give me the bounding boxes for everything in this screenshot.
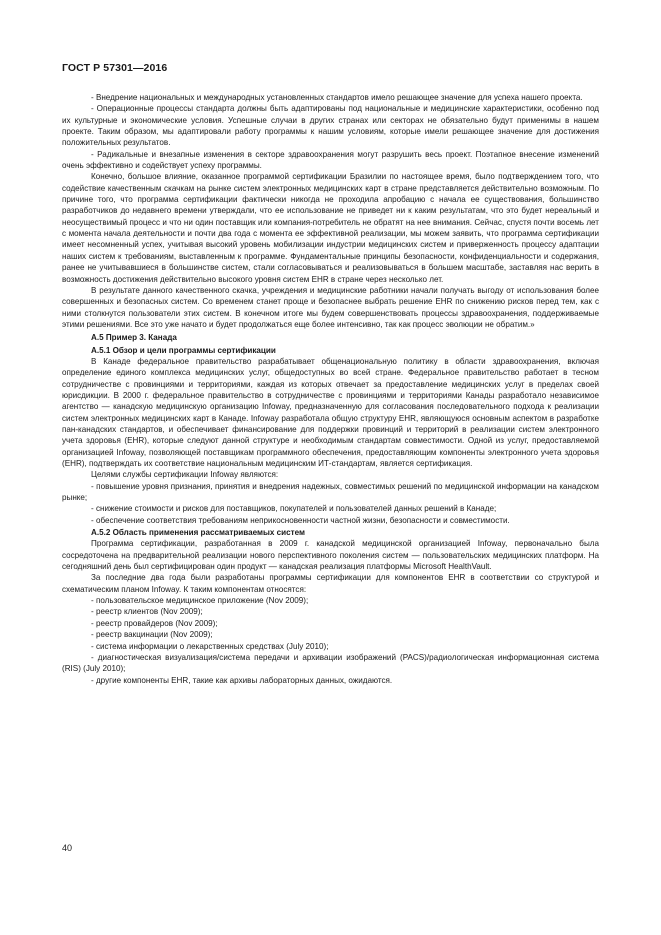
bullet-paragraph: - Операционные процессы стандарта должны быть адаптированы под национальные и медицинские характеристики, особенно под их культурные и экономические условия. Успешные случаи в других странах или секторах не обязательно будут применимы в нашем проекте. Таким образом, мы адаптировали работу программы к нашим условиям, которые имели решающее значение для достижения положительных результатов. — [62, 104, 599, 148]
page-number: 40 — [62, 843, 73, 853]
body-paragraph: В результате данного качественного скачка, учреждения и медицинские работники начали получать выгоду от использования более совершенных и безопасных систем. Со временем станет проще и безопаснее выбрать решение EHR по снижению рисков перед тем, как с ними столкнутся пользователи этих систем. В конечном итоге мы будем совершенствовать процессы здравоохранения, поддерживаемые этими решениями. Все это уже начато и будет продолжаться еще более интенсивно, так как процесс эволюции не обратим.» — [62, 285, 599, 329]
bullet-paragraph: - снижение стоимости и рисков для поставщиков, покупателей и пользователей данных решений в Канаде; — [91, 504, 497, 514]
document-header: ГОСТ Р 57301—2016 — [62, 62, 168, 74]
subsection-heading: А.5.2 Область применения рассматриваемых систем — [91, 528, 305, 538]
body-paragraph: В Канаде федеральное правительство разрабатывает общенациональную политику в области здравоохранения, включая определение единого комплекса медицинских услуг, общедоступных во всей стране. Федеральное правительство работает в тесном сотрудничестве с провинциями и территориями, каждая из которых отвечает за предоставление медицинских услуг в пределах своей юрисдикции. В 2000 г. федеральное правительство в сотрудничестве с провинциями и территориями Канады разработало независимое агентство — канадскую медицинскую организацию Infoway, предназначенную для согласования последовательного подхода к реализации систем электронных медицинских карт в Канаде. Infoway разработала общую структуру EHR, являющуюся основным аспектом в разработке пан-канадских стандартов, и обеспечивает финансирование для поддержки провинций и территорий в реализации систем электронного учета здоровья (EHR), которые следуют данной структуре и необходимым стандартам совместимости. Одной из услуг, предоставляемой организацией Infoway, позволяющей поставщикам программного обеспечения, предоставляющим компоненты электронного учета здоровья (EHR), подтверждать их соответствие национальным медицинским ИТ-стандартам, является сертификация. — [62, 356, 599, 468]
bullet-paragraph: - реестр клиентов (Nov 2009); — [91, 607, 203, 617]
subsection-heading: А.5.1 Обзор и цели программы сертификации — [91, 345, 276, 355]
body-paragraph: За последние два года были разработаны программы сертификации для компонентов EHR в соответствии со структурой и схематическим планом Infoway. К таким компонентам относятся: — [62, 573, 599, 594]
body-paragraph: Конечно, большое влияние, оказанное программой сертификации Бразилии по настоящее время, было подтверждением того, что содействие качественным скачкам на рынке систем электронных медицинских карт в стране представляется действительно возможным. По причине того, что программа сертификации фактически никогда не проходила апробацию с начала ее существования, большинство разработчиков до недавнего времени утверждали, что ее использование не приведет ни к каким результатам, что это будет нереальный и неосуществимый процесс и что ни один поставщик или компания-потребитель не обратят на нее внимания. Сейчас, спустя почти восемь лет с момента начала деятельности и почти два года с момента ее эффективной реализации, мы можем заявить, что программа сертификации имеет несомненный успех, учитывая высокий уровень мобилизации индустрии медицинских систем и приверженность процессу адаптации наших систем к требованиям, выставленным к программе. Фундаментальные принципы безопасности, конфиденциальности и содержания, ранее не учитывавшиеся в большинстве систем, стали согласовываться и реализовываться в большем масштабе, заставляя нас верить в возможность достижения действительно высокого уровня систем EHR в стране через несколько лет. — [62, 172, 599, 284]
bullet-paragraph: - система информации о лекарственных средствах (July 2010); — [91, 641, 329, 651]
bullet-paragraph: - реестр вакцинации (Nov 2009); — [91, 630, 213, 640]
bullet-paragraph: - другие компоненты EHR, такие как архивы лабораторных данных, ожидаются. — [91, 675, 393, 685]
bullet-paragraph: - пользовательское медицинское приложение (Nov 2009); — [91, 596, 309, 606]
body-paragraph: Программа сертификации, разработанная в 2009 г. канадской медицинской организацией Infoway, первоначально была сосредоточена на предварительной реализации нового перспективного поколения систем — пользовательских медицинских платформ. На сегодняшний день был сертифицирован один продукт — канадская реализация платформы Microsoft HealthVault. — [62, 539, 599, 572]
bullet-paragraph: - Внедрение национальных и международных установленных стандартов имело решающее значение для успеха нашего проекта. — [91, 93, 583, 102]
bullet-paragraph: - обеспечение соответствия требованиям неприкосновенности частной жизни, безопасности и совместимости. — [91, 515, 510, 525]
bullet-paragraph: - диагностическая визуализация/система передачи и архивации изображений (PACS)/радиологическая информационная система (RIS) (July 2010); — [62, 652, 599, 674]
bullet-paragraph: - повышение уровня признания, принятия и внедрения надежных, совместимых решений по медицинской информации на канадском рынке; — [62, 481, 599, 503]
body-text — [62, 92, 599, 686]
bullet-paragraph: - реестр провайдеров (Nov 2009); — [91, 618, 218, 628]
body-paragraph: Целями службы сертификации Infoway являются: — [91, 470, 279, 480]
bullet-paragraph: - Радикальные и внезапные изменения в секторе здравоохранения могут разрушить весь проект. Поэтапное внесение изменений очень эффективно и содействует успеху программы. — [62, 149, 599, 171]
section-heading: А.5 Пример 3. Канада — [91, 333, 177, 343]
